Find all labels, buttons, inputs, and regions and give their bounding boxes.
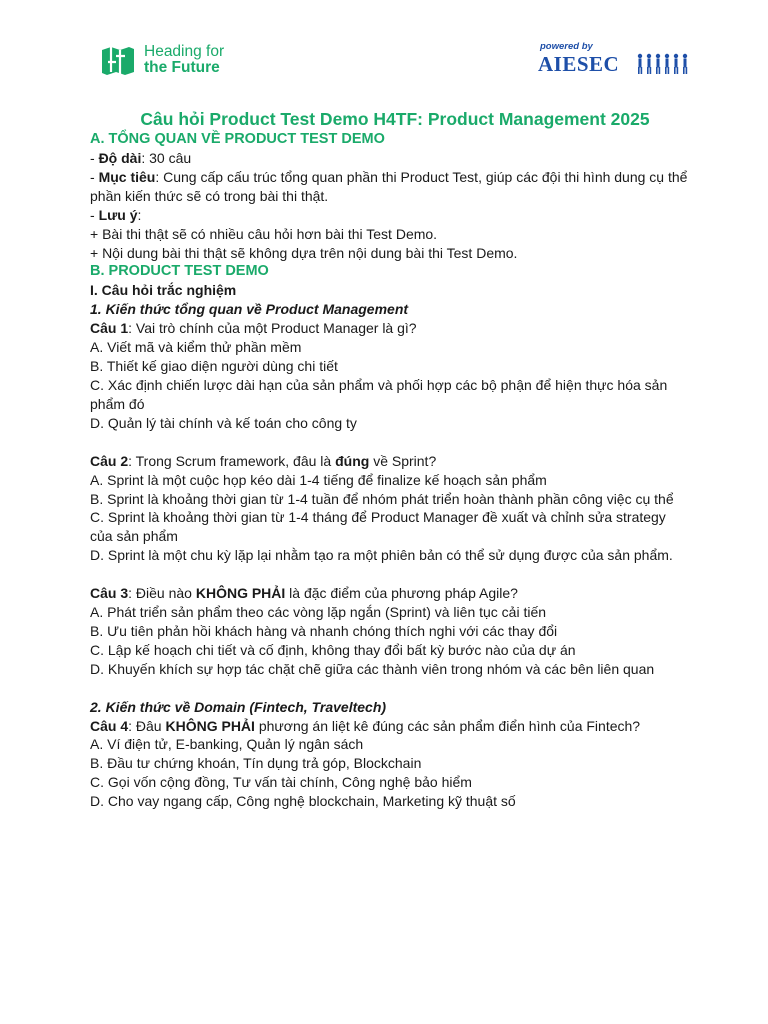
answer-option: C. Sprint là khoảng thời gian từ 1-4 tháng để Product Manager đề xuất và chỉnh sửa strategy của sản phẩm [90,509,666,545]
goal-label: Mục tiêu [98,168,156,185]
question-3 [90,584,690,603]
question-label: Câu 2 [90,452,129,469]
answer-option: D. Sprint là một chu kỳ lặp lại nhằm tạo ra một phiên bản có thể sử dụng được của sản phẩm. [90,547,673,564]
duration-line: - Độ dài: 30 câu [90,150,192,166]
topic-heading: 1. Kiến thức tổng quan về Product Management [90,301,409,318]
note-label: Lưu ý [98,206,138,223]
duration-value: : 30 câu [141,150,192,166]
note-item: + Bài thi thật sẽ có nhiều câu hỏi hơn bài thi Test Demo. [90,225,438,242]
answer-option: D. Quản lý tài chính và kế toán cho công ty [90,414,357,431]
question-2 [90,452,690,471]
answer-option: D. Khuyến khích sự hợp tác chặt chẽ giữa các thành viên trong nhóm và các bên liên quan [90,660,655,677]
document-title: Câu hỏi Product Test Demo H4TF: Product Management 2025 [140,109,650,129]
logo-line-2: the Future [144,59,220,76]
section-b-heading: B. PRODUCT TEST DEMO [90,263,269,280]
logo-line-1: Heading for [144,43,225,60]
question-4 [90,717,690,736]
aiesec-wordmark: AIESEC [538,52,620,76]
topic-heading: 2. Kiến thức về Domain (Fintech, Traveltech) [90,698,387,715]
question-emphasis: KHÔNG PHẢI [195,585,286,602]
answer-option: D. Cho vay ngang cấp, Công nghệ blockchain, Marketing kỹ thuật số [90,793,516,810]
goal-line: - Mục tiêu: Cung cấp cấu trúc tổng quan phần thi Product Test, giúp các đội thi hình dung cụ thể phần kiến thức sẽ có trong bài thi thật. [90,168,688,204]
heading-for-the-future-logo [100,44,224,76]
answer-option: B. Thiết kế giao diện người dùng chi tiết [90,358,338,375]
question-label: Câu 3 [90,585,129,602]
question-label: Câu 4 [90,717,129,734]
document-body [90,108,690,811]
page-header [0,0,768,100]
question-emphasis: đúng [335,452,370,469]
question-text: : Vai trò chính của một Product Manager là gì? [128,320,417,337]
question-text: về Sprint? [369,452,437,469]
answer-option: A. Viết mã và kiểm thử phần mềm [90,339,302,356]
duration-label: Độ dài [98,150,142,166]
question-emphasis: KHÔNG PHẢI [165,717,255,734]
part-heading: I. Câu hỏi trắc nghiệm [90,282,237,299]
answer-option: C. Lập kế hoạch chi tiết và cố định, không thay đổi bất kỳ bước nào của dự án [90,641,576,658]
question-text: : Trong Scrum framework, đâu là [128,452,336,469]
map-logo-icon [100,44,136,76]
answer-option: A. Ví điện tử, E-banking, Quản lý ngân sách [90,736,364,753]
question-text: : Điều nào [128,585,196,602]
answer-option: B. Sprint là khoảng thời gian từ 1-4 tuần để nhóm phát triển hoàn thành phần công việc cụ thể [90,490,674,507]
question-text: : Đâu [128,717,166,734]
people-figures-icon [636,53,690,75]
answer-option: B. Ưu tiên phản hồi khách hàng và nhanh chóng thích nghi với các thay đổi [90,622,558,639]
question-text: là đặc điểm của phương pháp Agile? [285,585,518,602]
goal-value: : Cung cấp cấu trúc tổng quan phần thi Product Test, giúp các đội thi hình dung cụ thể phần kiến thức sẽ có trong bài thi thật. [90,168,688,204]
logo-text [144,44,224,76]
answer-option: A. Sprint là một cuộc họp kéo dài 1-4 tiếng để finalize kế hoạch sản phẩm [90,471,547,488]
note-line: - Lưu ý: [90,206,142,223]
answer-option: A. Phát triển sản phẩm theo các vòng lặp ngắn (Sprint) và liên tục cải tiến [90,604,547,621]
question-label: Câu 1 [90,320,129,337]
question-1 [90,319,690,338]
powered-by-text: powered by [540,41,593,52]
aiesec-logo [538,41,690,79]
answer-option: B. Đầu tư chứng khoán, Tín dụng trả góp, Blockchain [90,755,422,772]
answer-option: C. Xác định chiến lược dài hạn của sản phẩm và phối hợp các bộ phận để hiện thực hóa sản phẩm đó [90,376,668,412]
section-a-heading: A. TỔNG QUAN VỀ PRODUCT TEST DEMO [90,131,385,147]
question-text: phương án liệt kê đúng các sản phẩm điển hình của Fintech? [254,717,641,734]
answer-option: C. Gọi vốn cộng đồng, Tư vấn tài chính, Công nghệ bảo hiểm [90,774,472,791]
note-item: + Nội dung bài thi thật sẽ không dựa trên nội dung bài thi Test Demo. [90,244,518,261]
